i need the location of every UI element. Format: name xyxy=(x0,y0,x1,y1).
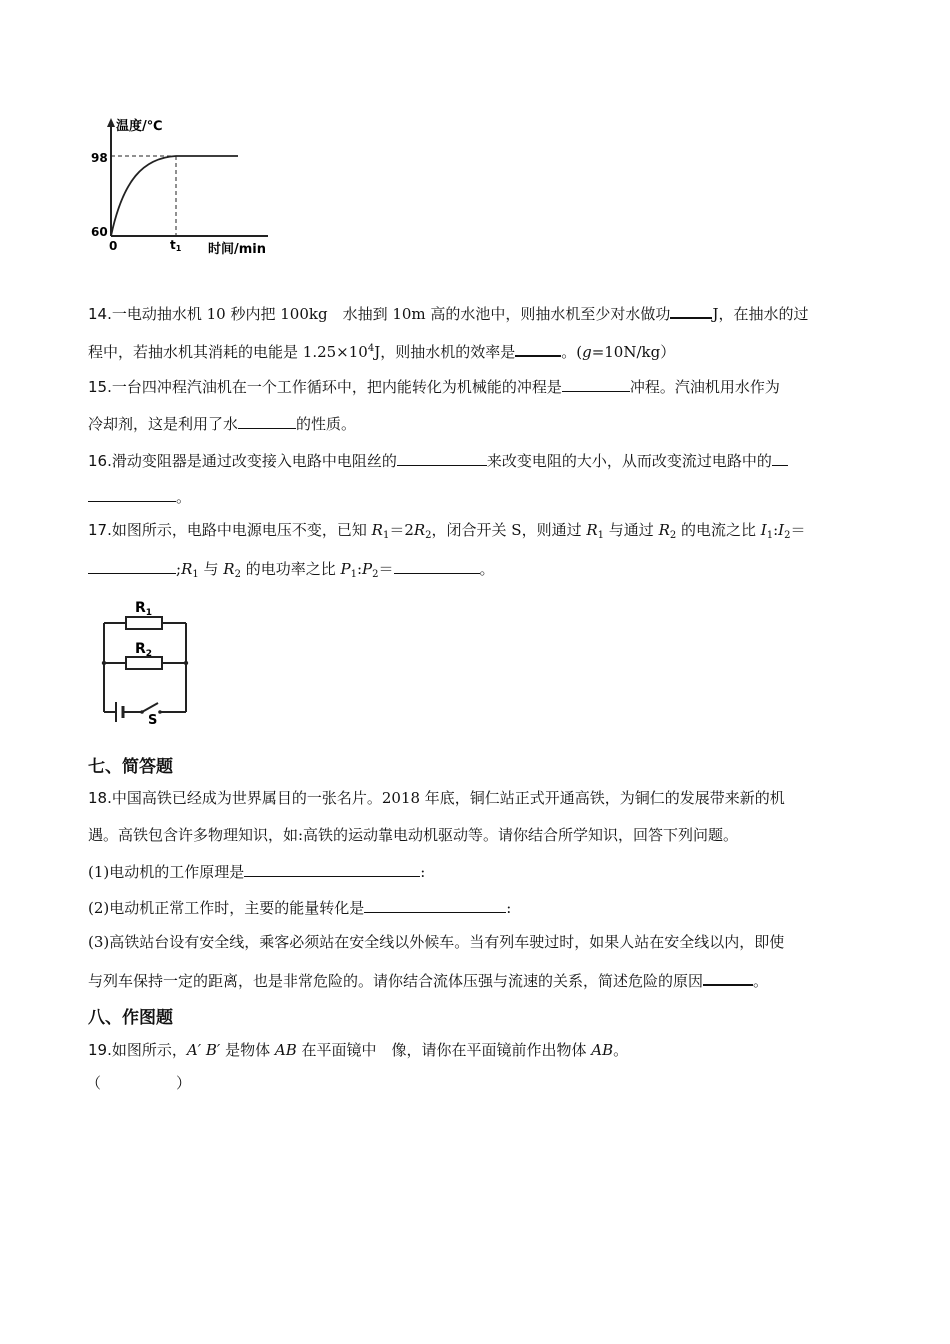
q17-number: 17. xyxy=(88,521,112,539)
graph-y-tick-98: 98 xyxy=(91,151,108,165)
label-switch: S xyxy=(148,713,158,725)
q18-part-2: (2)电动机正常工作时，主要的能量转化是 : xyxy=(88,899,512,917)
q14-line-1: 14.一电动抽水机 10 秒内把 100kg 水抽到 10m 高的水池中，则抽水机至少对水做功 J，在抽水的过 xyxy=(88,302,868,324)
q18-part-3-line-2: 与列车保持一定的距离，也是非常危险的。请你结合流体压强与流速的关系，简述危险的原因 。 xyxy=(88,969,868,991)
q18-part-1: (1)电动机的工作原理是 : xyxy=(88,863,426,881)
q18-line-2: 遇。高铁包含许多物理知识，如:高铁的运动靠电动机驱动等。请你结合所学知识，回答下列问题。 xyxy=(88,826,739,844)
q19-answer-parentheses[interactable]: （ ） xyxy=(86,1074,192,1092)
q15-line-2: 冷却剂，这是利用了水 的性质。 xyxy=(88,415,357,433)
resistor-r1 xyxy=(126,617,162,629)
q16-answer-blank-1[interactable] xyxy=(397,450,487,466)
q16-line-1: 16.滑动变阻器是通过改变接入电路中电阻丝的 来改变电阻的大小，从而改变流过电路中的 xyxy=(88,450,868,471)
q14-answer-blank-2[interactable] xyxy=(515,340,561,357)
q17-line-2: $;R_1$ 与 $R_2$ 的电功率之比 $P_1:P_2=$ 。 xyxy=(88,558,868,579)
q14-number: 14. xyxy=(88,305,112,323)
q18-answer-blank-1[interactable] xyxy=(244,861,420,877)
label-r2: $R_2$ xyxy=(135,641,153,659)
q14-line-2: 程中，若抽水机其消耗的电能是 $1.25\times 10^4J$，则抽水机的效率是 。(g=10N/kg） xyxy=(88,340,868,362)
section-8-title: 八、作图题 xyxy=(88,1008,173,1028)
temperature-time-graph xyxy=(88,110,288,260)
graph-x-label: 时间/min xyxy=(208,242,267,257)
q18-answer-blank-3[interactable] xyxy=(703,969,753,986)
q18-number: 18. xyxy=(88,789,112,807)
graph-origin: 0 xyxy=(109,239,118,253)
q15-line-1: 15.一台四冲程汽油机在一个工作循环中，把内能转化为机械能的冲程是 冲程。汽油机用水作为 xyxy=(88,378,780,396)
q14-answer-blank-1[interactable] xyxy=(670,302,712,319)
q16-answer-blank-2b[interactable] xyxy=(88,486,176,502)
q17-answer-blank-2[interactable] xyxy=(394,558,480,574)
q16-line-2: 。 xyxy=(88,486,868,507)
q18-line-1: 18.中国高铁已经成为世界属目的一张名片。2018 年底，铜仁站正式开通高铁，为铜仁的发展带来新的机 xyxy=(88,789,785,807)
q19-line-1: 19.如图所示，A′ B′ 是物体 AB 在平面镜中 像，请你在平面镜前作出物体 AB。 xyxy=(88,1041,629,1059)
switch-lever xyxy=(142,703,158,712)
graph-curve xyxy=(111,156,238,236)
q16-answer-blank-2a[interactable] xyxy=(772,450,788,466)
q17-line-1: 17.如图所示，电路中电源电压不变，已知 $R_1=2R_2$，闭合开关 S，则通过 $R_1$ 与通过 $R_2$ 的电流之比 $I_1:I_2=$ xyxy=(88,521,806,541)
graph-t1: t1 xyxy=(170,238,182,253)
q18-answer-blank-2[interactable] xyxy=(364,897,506,913)
q15-number: 15. xyxy=(88,378,112,396)
graph-y-arrow xyxy=(107,118,115,127)
q16-number: 16. xyxy=(88,452,112,470)
q19-number: 19. xyxy=(88,1041,112,1059)
label-r1: $R_1$ xyxy=(135,600,153,618)
q17-answer-blank-1[interactable] xyxy=(88,558,176,574)
circuit-diagram xyxy=(96,595,196,725)
resistor-r2 xyxy=(126,657,162,669)
q15-answer-blank-2[interactable] xyxy=(238,413,296,429)
section-7-title: 七、简答题 xyxy=(88,757,173,777)
graph-y-tick-60: 60 xyxy=(91,225,108,239)
q18-part-3-line-1: (3)高铁站台设有安全线，乘客必须站在安全线以外候车。当有列车驶过时，如果人站在安全线以内，即使 xyxy=(88,933,785,951)
graph-y-label: 温度/℃ xyxy=(116,119,163,134)
q15-answer-blank-1[interactable] xyxy=(562,376,630,392)
